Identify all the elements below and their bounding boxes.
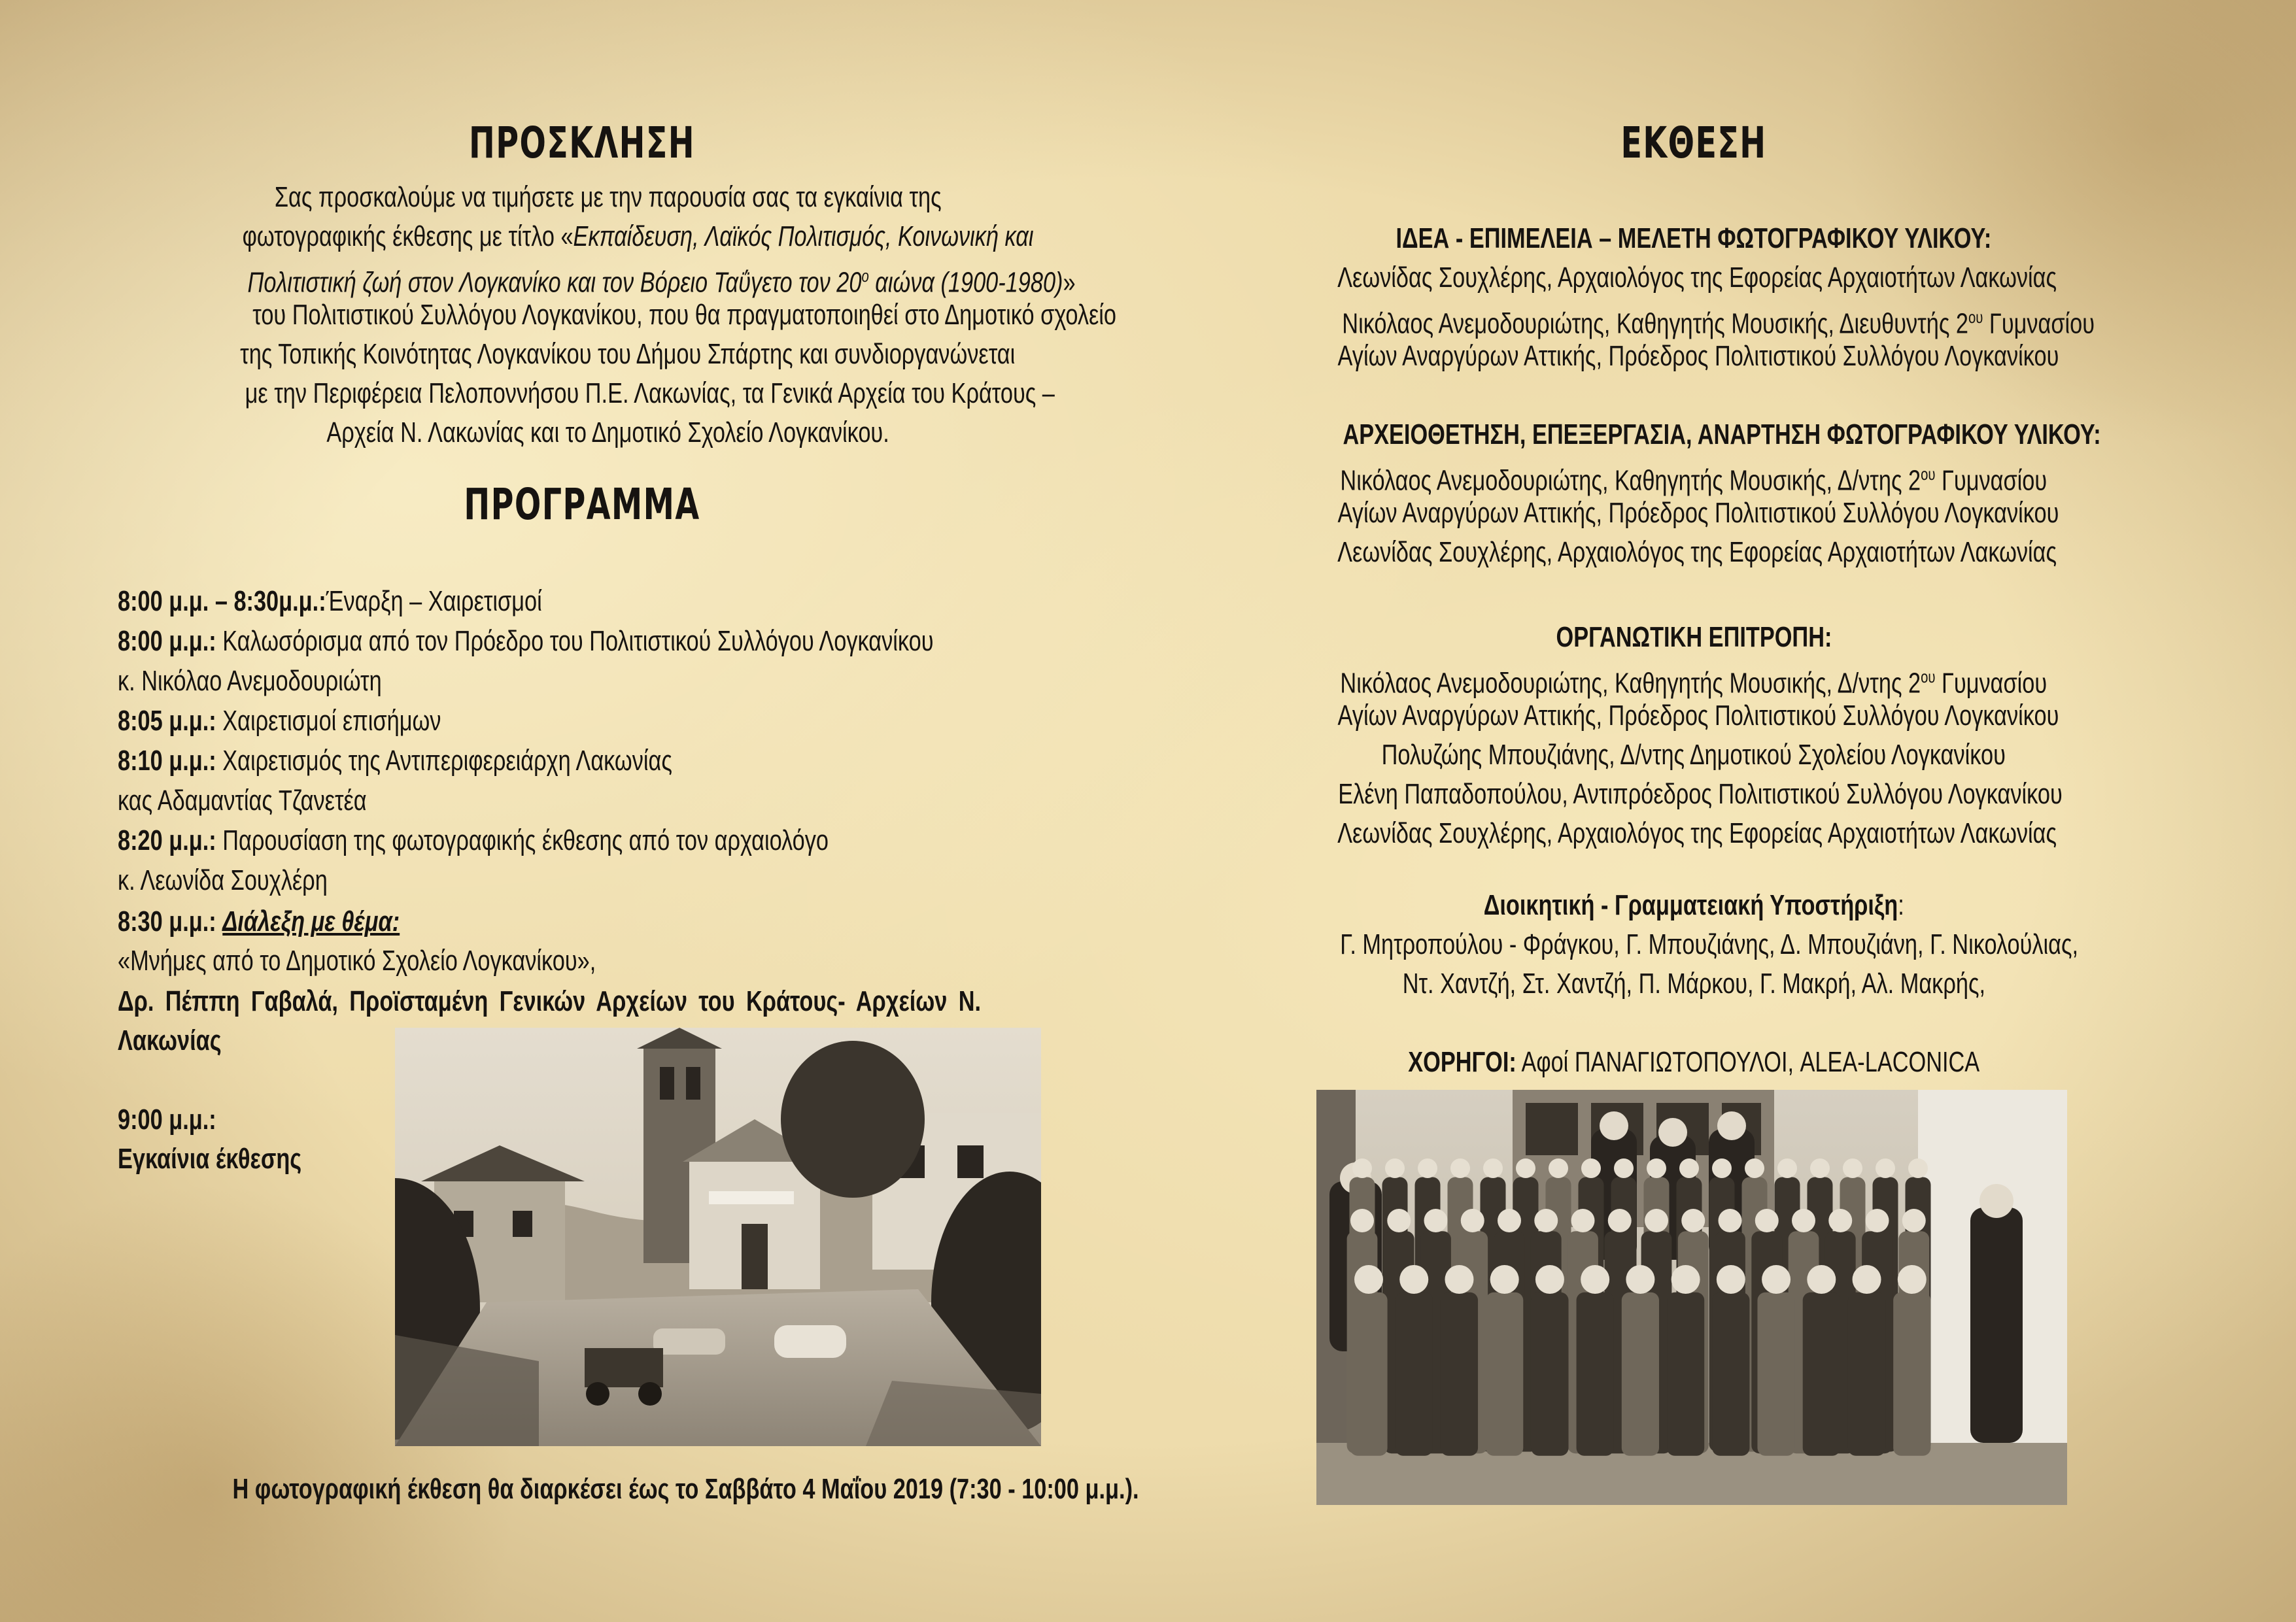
lecturer-line-2: Λακωνίας	[118, 1024, 222, 1056]
program-text: Παρουσίαση της φωτογραφικής έκθεσης από τον αρχαιολόγο	[216, 824, 829, 856]
idea-heading: ΙΔΕΑ - ΕΠΙΜΕΛΕΙΑ – ΜΕΛΕΤΗ ΦΩΤΟΓΡΑΦΙΚΟΥ ΥΛΙΚΟΥ:	[1396, 222, 1992, 254]
sponsors-line: ΧΟΡΗΓΟΙ: Αφοί ΠΑΝΑΓΙΩΤΟΠΟΥΛΟΙ, ALEA-LACONICA	[1408, 1046, 1979, 1078]
committee-line-4: Ελένη Παπαδοπούλου, Αντιπρόεδρος Πολιτιστικού Συλλόγου Λογκανίκου	[1338, 778, 2063, 810]
program-item	[118, 741, 829, 781]
program-item	[118, 582, 662, 621]
exhibition-duration-note: Η φωτογραφική έκθεση θα διαρκέσει έως το Σαββάτο 4 Μαΐου 2019 (7:30 - 10:00 μ.μ.).	[232, 1473, 1139, 1505]
program-time: 8:05 μ.μ.:	[118, 705, 216, 737]
committee-line-2: Αγίων Αναργύρων Αττικής, Πρόεδρος Πολιτιστικού Συλλόγου Λογκανίκου	[1337, 700, 2059, 732]
program-item	[118, 622, 1163, 661]
program-item	[118, 861, 386, 900]
program-item	[118, 781, 437, 820]
program-time: 8:20 μ.μ.:	[118, 824, 216, 856]
invitation-line-4: του Πολιτιστικού Συλλόγου Λογκανίκου, που θα πραγματοποιηθεί στο Δημοτικό σχολείο	[252, 299, 1117, 331]
idea-line-2: Νικόλαος Ανεμοδουριώτης, Καθηγητής Μουσικής, Διευθυντής $2^{o\upsilon}$ Γυμνασίου	[1342, 307, 2095, 340]
program-title: ΠΡΟΓΡΑΜΜΑ	[464, 479, 700, 530]
idea-line-1: Λεωνίδας Σουχλέρης, Αρχαιολόγος της Εφορείας Αρχαιοτήτων Λακωνίας	[1337, 262, 2057, 294]
committee-line-3: Πολυζώης Μπουζιάνης, Δ/ντης Δημοτικού Σχολείου Λογκανίκου	[1381, 739, 2006, 771]
program-text: Χαιρετισμοί επισήμων	[216, 705, 441, 737]
archive-line-2: Αγίων Αναργύρων Αττικής, Πρόεδρος Πολιτιστικού Συλλόγου Λογκανίκου	[1337, 497, 2059, 529]
program-time: 8:00 μ.μ.:	[118, 625, 216, 657]
committee-line-1: Νικόλαος Ανεμοδουριώτης, Καθηγητής Μουσικής, Δ/ντης $2^{o\upsilon}$ Γυμνασίου	[1340, 667, 2048, 700]
program-text: κας Αδαμαντίας Τζανετέα	[118, 785, 367, 817]
admin-line-1: Γ. Μητροπούλου - Φράγκου, Γ. Μπουζιάνης, Δ. Μπουζιάνη, Γ. Νικολούλιας,	[1340, 928, 2079, 960]
invitation-title: ΠΡΟΣΚΛΗΣΗ	[468, 118, 696, 168]
program-text: Καλωσόρισμα από τον Πρόεδρο του Πολιτιστικού Συλλόγου Λογκανίκου	[216, 625, 934, 657]
admin-heading: Διοικητική - Γραμματειακή Υποστήριξη:	[1483, 889, 1904, 921]
exhibit-title: ΕΚΘΕΣΗ	[1620, 118, 1767, 168]
program-item	[118, 821, 1029, 860]
opening-time: 9:00 μ.μ.:	[118, 1104, 216, 1136]
archive-line-3: Λεωνίδας Σουχλέρης, Αρχαιολόγος της Εφορείας Αρχαιοτήτων Λακωνίας	[1337, 536, 2057, 568]
archive-line-1: Νικόλαος Ανεμοδουριώτης, Καθηγητής Μουσικής, Δ/ντης $2^{o\upsilon}$ Γυμνασίου	[1340, 464, 2048, 497]
archive-heading: ΑΡΧΕΙΟΘΕΤΗΣΗ, ΕΠΕΞΕΡΓΑΣΙΑ, ΑΝΑΡΤΗΣΗ ΦΩΤΟΓΡΑΦΙΚΟΥ ΥΛΙΚΟΥ:	[1343, 418, 2101, 450]
program-time: 8:10 μ.μ.:	[118, 745, 216, 777]
program-item	[118, 701, 532, 741]
committee-heading: ΟΡΓΑΝΩΤΙΚΗ ΕΠΙΤΡΟΠΗ:	[1556, 621, 1832, 653]
invitation-line-7: Αρχεία Ν. Λακωνίας και το Δημοτικό Σχολείο Λογκανίκου.	[326, 416, 890, 448]
school-class-photo	[1316, 1090, 2067, 1505]
program-item	[118, 662, 456, 701]
program-text: κ. Νικόλαο Ανεμοδουριώτη	[118, 665, 382, 697]
committee-line-5: Λεωνίδας Σουχλέρης, Αρχαιολόγος της Εφορείας Αρχαιοτήτων Λακωνίας	[1337, 817, 2057, 849]
idea-line-3: Αγίων Αναργύρων Αττικής, Πρόεδρος Πολιτιστικού Συλλόγου Λογκανίκου	[1337, 340, 2059, 372]
opening-text: Εγκαίνια έκθεσης	[118, 1143, 302, 1175]
invitation-line-2: φωτογραφικής έκθεσης με τίτλο «Εκπαίδευση, Λαϊκός Πολιτισμός, Κοινωνική και	[242, 220, 1034, 252]
program-text: Χαιρετισμός της Αντιπεριφερειάρχη Λακωνίας	[216, 745, 672, 777]
program-text: Έναρξη – Χαιρετισμοί	[326, 585, 542, 617]
lecturer-line-1: Δρ. Πέππη Γαβαλά, Προϊσταμένη Γενικών Αρχείων του Κράτους- Αρχείων Ν.	[118, 985, 982, 1017]
lecture-line: 8:30 μ.μ.: Διάλεξη με θέμα:	[118, 905, 400, 938]
invitation-line-1: Σας προσκαλούμε να τιμήσετε με την παρουσία σας τα εγκαίνια της	[275, 181, 942, 213]
invitation-line-5: της Τοπικής Κοινότητας Λογκανίκου του Δήμου Σπάρτης και συνδιοργανώνεται	[240, 338, 1016, 370]
admin-line-2: Ντ. Χαντζή, Στ. Χαντζή, Π. Μάρκου, Γ. Μακρή, Αλ. Μακρής,	[1402, 968, 1985, 1000]
church-photo	[395, 1028, 1041, 1446]
lecture-topic: «Μνήμες από το Δημοτικό Σχολείο Λογκανίκου»,	[118, 945, 596, 977]
program-text: κ. Λεωνίδα Σουχλέρη	[118, 864, 328, 896]
invitation-line-3: Πολιτιστική ζωή στον Λογκανίκο και τον Βόρειο Ταΰγετο τον $20^o$ αιώνα (1900-1980)»	[247, 266, 1076, 299]
invitation-line-6: με την Περιφέρεια Πελοποννήσου Π.Ε. Λακωνίας, τα Γενικά Αρχεία του Κράτους –	[245, 377, 1055, 409]
program-time: 8:00 μ.μ. – 8:30μ.μ.:	[118, 585, 326, 617]
